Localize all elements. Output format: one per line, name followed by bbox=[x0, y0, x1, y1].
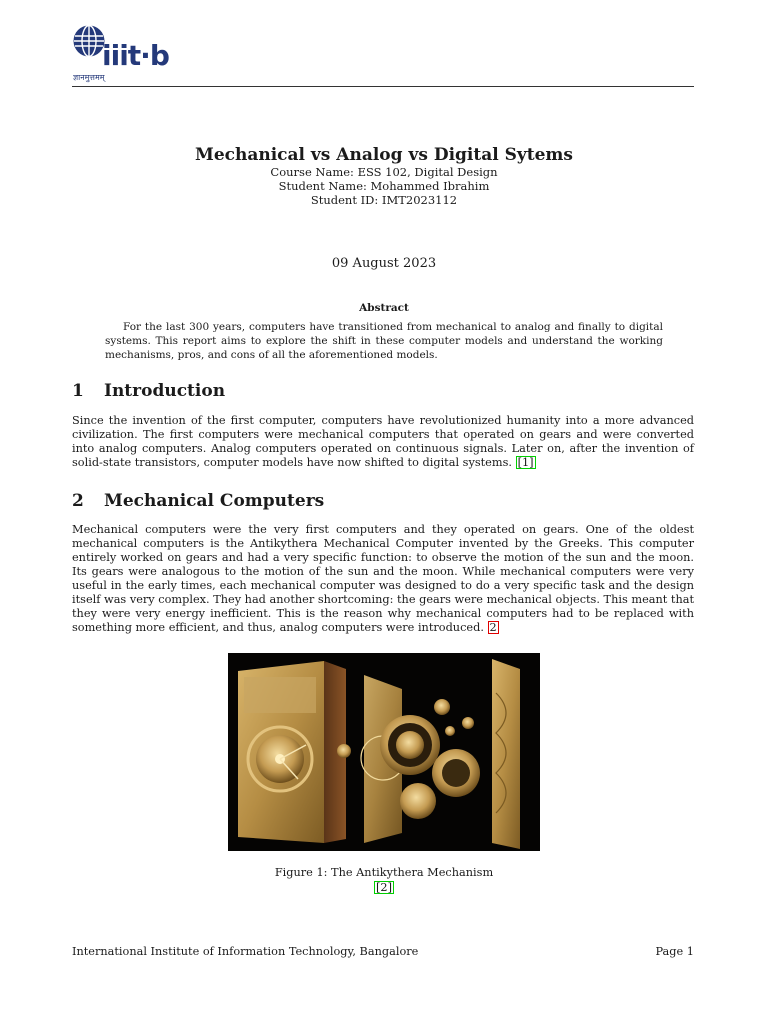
footer-page-number: Page 1 bbox=[655, 945, 694, 958]
paper-title: Mechanical vs Analog vs Digital Sytems bbox=[195, 145, 573, 165]
paragraph-text: Since the invention of the first computer, computers have revolutionized humanity into a more advanced civilization. The first computers were mechanical computers that operated on gears and were converted into analog computers. Analog computers operated on continuous signals. Later on, after the invention of solid-state transistors, computer models have now shifted to digital systems. bbox=[72, 414, 694, 469]
antikythera-figure-image bbox=[228, 653, 540, 851]
figure-caption-citation bbox=[0, 881, 768, 894]
section-body-introduction bbox=[72, 414, 694, 470]
citation-link[interactable]: [2] bbox=[375, 881, 392, 894]
institute-logo bbox=[72, 22, 169, 84]
globe-icon bbox=[72, 24, 106, 58]
figure-caption: Figure 1: The Antikythera Mechanism bbox=[274, 866, 494, 879]
section-number: 1 bbox=[72, 381, 84, 401]
course-name: Course Name: ESS 102, Digital Design bbox=[270, 165, 498, 179]
paragraph-text: Mechanical computers were the very first computers and they operated on gears. One of the oldest mechanical computers is the Antikythera Mechanical Computer invented by the Greeks. This computer entirely worked on gears and had a very specific function: to observe the motion of the sun and the moon. Its gears were analogous to the motion of the sun and the moon. While mechanical computers were very useful in the early times, each mechanical computer was designed to do a very specific task and the design itself was very complex. They had another shortcoming: the gears were mechanical objects. This meant that they were very energy inefficient. This is the reason why mechanical computers had to be replaced with something more efficient, and thus, analog computers were introduced. bbox=[72, 523, 694, 634]
section-body-mechanical bbox=[72, 523, 694, 635]
header-rule bbox=[72, 86, 694, 87]
section-number: 2 bbox=[72, 491, 84, 511]
logo-tagline: ज्ञानमुत्तमम् bbox=[73, 73, 105, 82]
antikythera-mechanism-illustration bbox=[228, 653, 540, 851]
citation-link[interactable]: 2 bbox=[489, 621, 497, 634]
footer-institution: International Institute of Information Technology, Bangalore bbox=[72, 945, 419, 958]
student-name: Student Name: Mohammed Ibrahim bbox=[278, 179, 490, 193]
section-title: Introduction bbox=[104, 381, 226, 401]
section-heading-mechanical bbox=[72, 491, 324, 511]
abstract-text: For the last 300 years, computers have transitioned from mechanical to analog and finally to digital systems. This report aims to explore the shift in these computer models and understand the working mechanisms, pros, and cons of all the aforementioned models. bbox=[105, 321, 663, 361]
section-title: Mechanical Computers bbox=[104, 491, 325, 511]
student-id: Student ID: IMT2023112 bbox=[310, 193, 458, 207]
citation-link[interactable]: [1] bbox=[517, 456, 534, 469]
section-heading-introduction bbox=[72, 381, 225, 401]
logo-wordmark: iiit·b bbox=[102, 39, 169, 72]
paper-date: 09 August 2023 bbox=[331, 256, 437, 271]
abstract-heading: Abstract bbox=[359, 302, 409, 314]
